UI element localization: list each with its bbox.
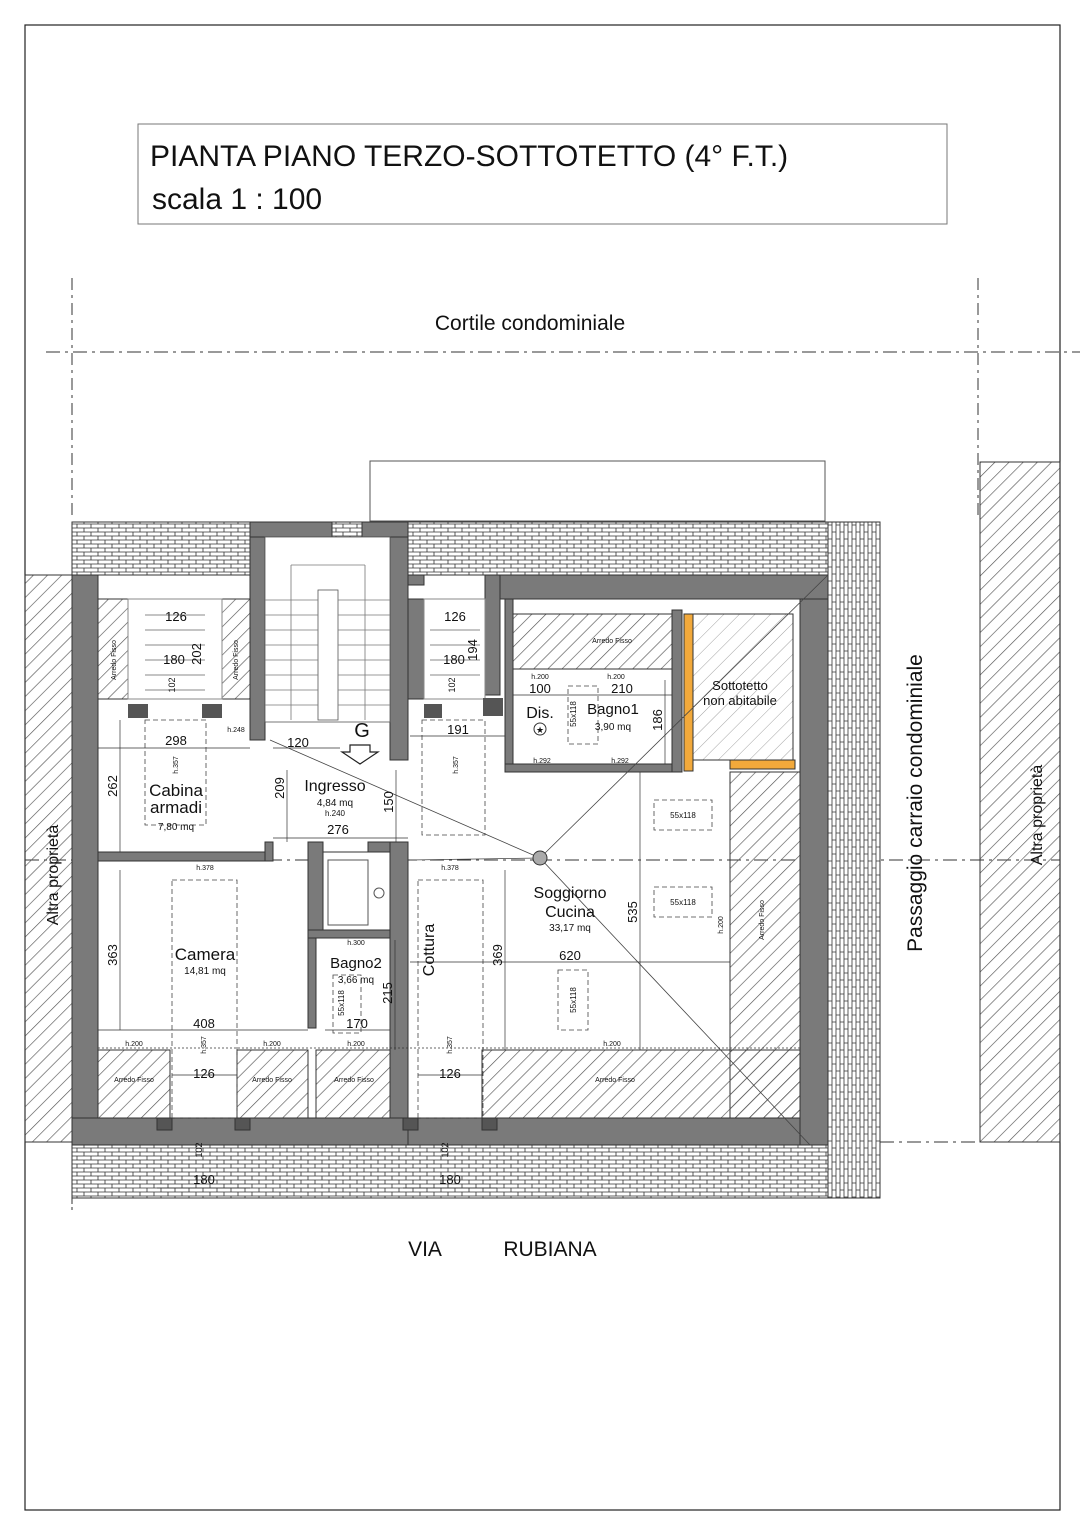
- dim-276: 276: [327, 822, 349, 837]
- sottotetto-name-2: non abitabile: [703, 693, 777, 708]
- cabina-area: 7,80 mq: [157, 822, 195, 833]
- camera-name: Camera: [174, 945, 236, 964]
- insulation-strip-2: [730, 760, 795, 769]
- bagno1-name: Bagno1: [587, 701, 639, 718]
- h-200-right: h.200: [718, 916, 725, 934]
- soggiorno-area: 33,17 mq: [549, 923, 591, 934]
- h-357-camera: h.357: [201, 1036, 208, 1054]
- dim-408: 408: [193, 1016, 215, 1031]
- dim-126-left: 126: [165, 609, 187, 624]
- dim-620: 620: [559, 948, 581, 963]
- sottotetto-name-1: Sottotetto: [712, 678, 768, 693]
- stairwell: [265, 537, 390, 722]
- skylight-3: 55x118: [569, 987, 578, 1013]
- dim-126-cottura: 126: [439, 1066, 461, 1081]
- dim-186: 186: [650, 709, 665, 731]
- h-300: h.300: [347, 940, 365, 947]
- dim-126-right: 126: [444, 609, 466, 624]
- h-200-dis: h.200: [531, 674, 549, 681]
- h-292-left: h.292: [533, 758, 551, 765]
- dim-170: 170: [346, 1016, 368, 1031]
- dis-name: Dis.: [526, 705, 554, 722]
- dim-100: 100: [529, 681, 551, 696]
- dim-180-bottom-left: 180: [193, 1172, 215, 1187]
- dim-180-left: 180: [163, 652, 185, 667]
- h-357-dis: h.357: [453, 756, 460, 774]
- dis-star-glyph: ★: [535, 725, 545, 735]
- dim-102-left: 102: [167, 677, 177, 693]
- dim-191: 191: [447, 722, 469, 737]
- arredo-soggiorno: Arredo Fisso: [595, 1077, 635, 1084]
- dim-150: 150: [381, 791, 396, 813]
- dim-102-bottom-left: 102: [194, 1142, 204, 1158]
- dim-210: 210: [611, 681, 633, 696]
- dim-120: 120: [287, 735, 309, 750]
- dim-369: 369: [490, 944, 505, 966]
- dim-126-camera: 126: [193, 1066, 215, 1081]
- dim-363: 363: [105, 944, 120, 966]
- entrance-mark: G: [354, 720, 370, 742]
- soggiorno-name-1: Soggiorno: [533, 885, 607, 902]
- plan-title: PIANTA PIANO TERZO-SOTTOTETTO (4° F.T.): [150, 140, 789, 173]
- street-name: RUBIANA: [503, 1238, 597, 1261]
- camera-area: 14,81 mq: [184, 966, 226, 977]
- dim-535: 535: [625, 901, 640, 923]
- h-357-cottura: h.357: [447, 1036, 454, 1054]
- ingresso-name: Ingresso: [304, 778, 366, 795]
- dim-209: 209: [272, 777, 287, 799]
- h-292-right: h.292: [611, 758, 629, 765]
- bagno1-area: 3,90 mq: [594, 722, 632, 733]
- dim-262: 262: [105, 775, 120, 797]
- right-neighbour-hatch: [980, 462, 1060, 1142]
- dim-180-right: 180: [443, 652, 465, 667]
- arredo-bagno2: Arredo Fisso: [334, 1077, 374, 1084]
- left-dormer-arredo-1: Arredo Fisso: [111, 640, 118, 680]
- driveway-label: Passaggio carraio condominiale: [904, 654, 927, 952]
- dim-102-bottom-right: 102: [440, 1142, 450, 1158]
- h-200-bagno2: h.200: [347, 1041, 365, 1048]
- dim-202: 202: [189, 643, 204, 665]
- arredo-bagno1: Arredo Fisso: [592, 638, 632, 645]
- skylight-bagno1: 55x118: [569, 701, 578, 727]
- ingresso-height: h.240: [324, 809, 346, 818]
- cottura-name: Cottura: [421, 923, 438, 977]
- plan-scale: scala 1 : 100: [152, 183, 323, 216]
- soggiorno-name-2: Cucina: [545, 904, 595, 921]
- entrance-arrow: [342, 745, 378, 764]
- street-via: VIA: [408, 1238, 442, 1261]
- skylight-bagno2: 55x118: [337, 990, 346, 1016]
- h-248: h.248: [227, 727, 245, 734]
- h-200-camera-l: h.200: [125, 1041, 143, 1048]
- skylight-2: 55x118: [670, 898, 696, 907]
- arredo-camera-left: Arredo Fisso: [114, 1077, 154, 1084]
- h-200-bagno1: h.200: [607, 674, 625, 681]
- h-378-camera: h.378: [196, 865, 214, 872]
- cabina-name-1: Cabina: [149, 781, 203, 800]
- ridge-node: [533, 851, 547, 865]
- arredo-camera-right: Arredo Fisso: [252, 1077, 292, 1084]
- arredo-right-wall: Arredo Fisso: [759, 900, 766, 940]
- cabina-name-2: armadi: [150, 798, 202, 817]
- h-378-soggiorno: h.378: [441, 865, 459, 872]
- bagno2-name: Bagno2: [330, 955, 382, 972]
- dim-194: 194: [465, 639, 480, 661]
- bagno2-area: 3,66 mq: [337, 975, 375, 986]
- h-200-camera-r: h.200: [263, 1041, 281, 1048]
- courtyard-label: Cortile condominiale: [434, 312, 626, 335]
- insulation-strip: [684, 614, 693, 771]
- left-dormer-arredo-2: Arredo Fisso: [233, 640, 240, 680]
- ingresso-area: 4,84 mq: [316, 798, 354, 809]
- h-357-cabina: h.357: [173, 756, 180, 774]
- title-block: [138, 124, 947, 224]
- h-200-soggiorno: h.200: [603, 1041, 621, 1048]
- dim-298: 298: [165, 733, 187, 748]
- dim-215: 215: [380, 982, 395, 1004]
- dim-102-right: 102: [447, 677, 457, 693]
- left-other-property: Altra proprietà: [45, 824, 62, 926]
- right-other-property: Altra proprietà: [1029, 764, 1046, 866]
- skylight-1: 55x118: [670, 811, 696, 820]
- shower: [323, 852, 390, 930]
- dim-180-bottom-right: 180: [439, 1172, 461, 1187]
